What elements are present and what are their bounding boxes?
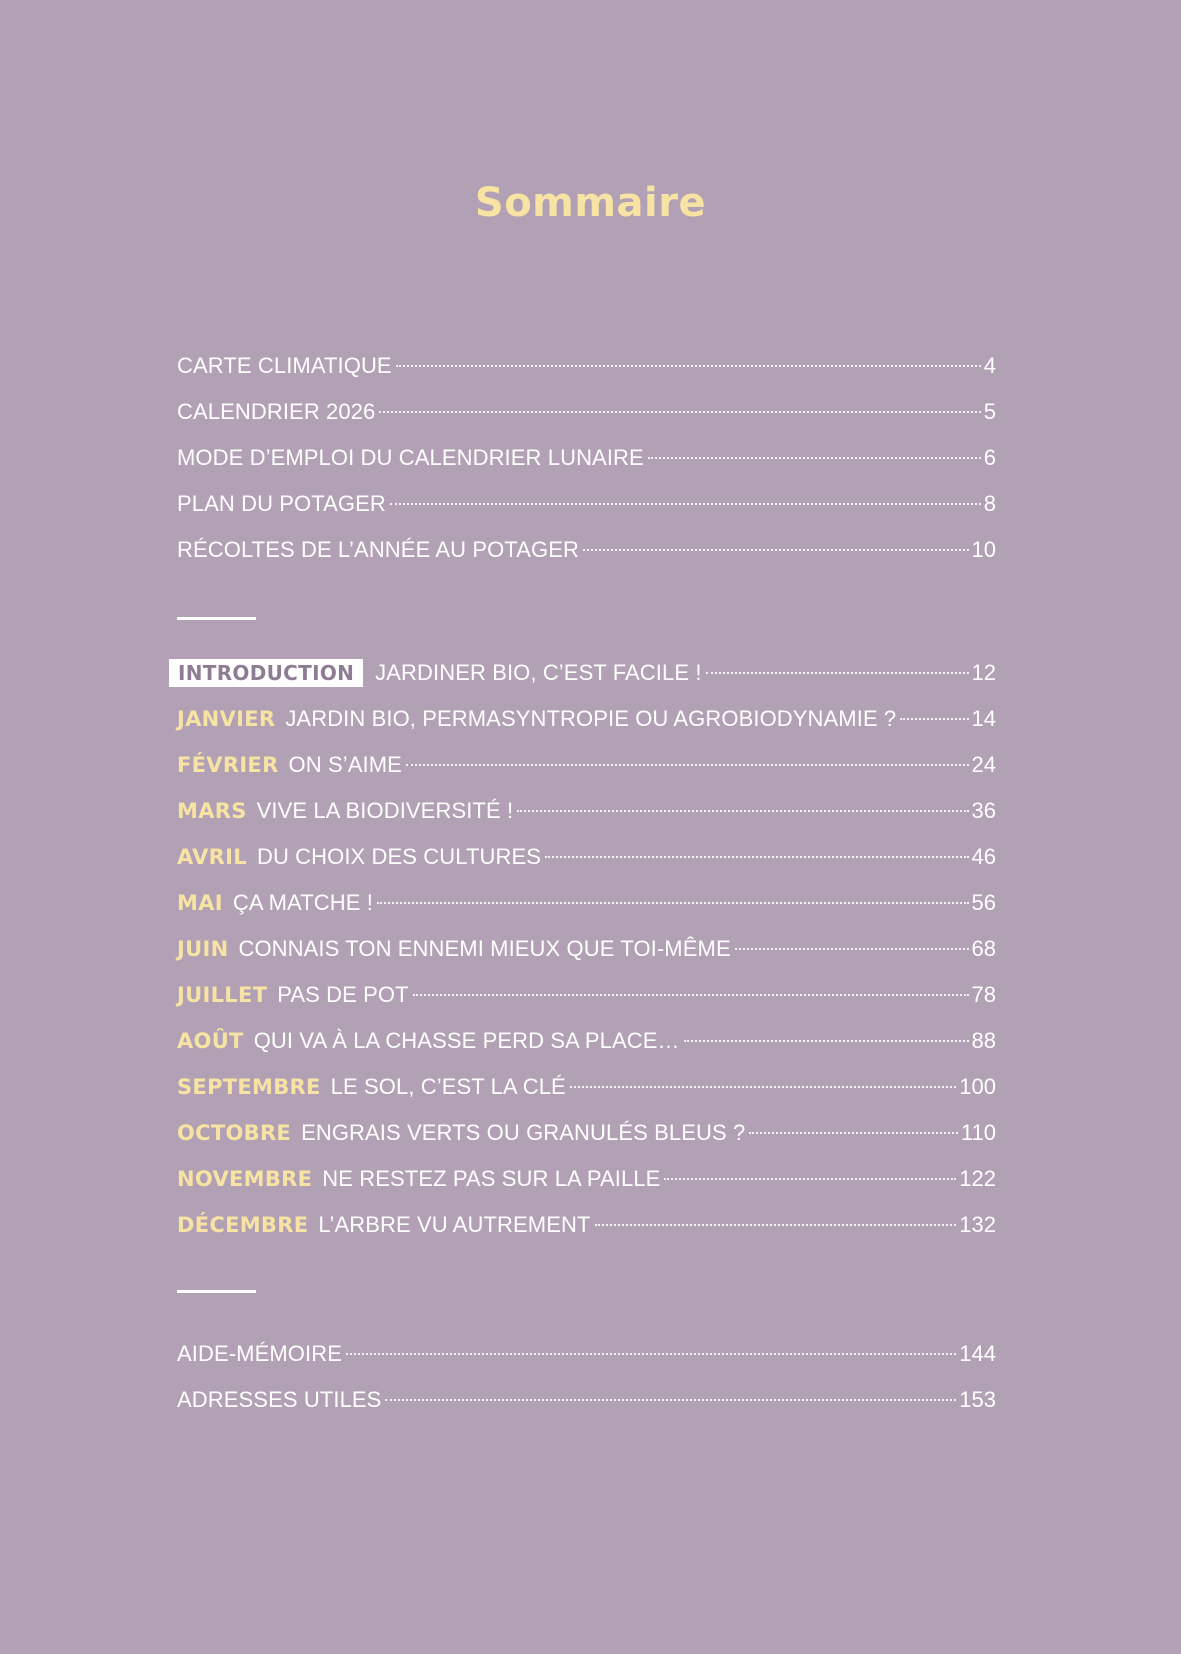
toc-entry[interactable] xyxy=(177,1377,996,1423)
dot-leader xyxy=(648,457,981,459)
page-title: Sommaire xyxy=(474,180,707,226)
chapter-label: ENGRAIS VERTS OU GRANULÉS BLEUS ? xyxy=(301,1120,746,1145)
section-divider xyxy=(177,1290,256,1293)
chapter-entry[interactable] xyxy=(177,1202,996,1248)
front-matter-list xyxy=(177,343,996,573)
toc-entry-page: 8 xyxy=(983,491,996,516)
dot-leader xyxy=(664,1178,956,1180)
chapter-tag: AVRIL xyxy=(177,845,247,869)
dot-leader xyxy=(385,1399,956,1401)
chapter-tag: MARS xyxy=(177,799,247,823)
chapter-page: 14 xyxy=(971,706,996,731)
chapter-label: LE SOL, C’EST LA CLÉ xyxy=(330,1074,566,1099)
chapter-entry[interactable] xyxy=(177,1156,996,1202)
dot-leader xyxy=(379,411,980,413)
chapter-tag: JUIN xyxy=(177,937,229,961)
chapter-page: 56 xyxy=(971,890,996,915)
chapter-page: 88 xyxy=(971,1028,996,1053)
chapter-tag: JANVIER xyxy=(177,707,276,731)
chapter-label: DU CHOIX DES CULTURES xyxy=(256,844,542,869)
chapter-entry[interactable] xyxy=(177,972,996,1018)
toc-entry-page: 5 xyxy=(983,399,996,424)
chapter-tag: AOÛT xyxy=(177,1029,244,1053)
dot-leader xyxy=(396,365,981,367)
chapter-page: 68 xyxy=(971,936,996,961)
chapter-entry[interactable] xyxy=(177,788,996,834)
chapter-tag: FÉVRIER xyxy=(177,753,279,777)
chapter-tag: DÉCEMBRE xyxy=(177,1213,309,1237)
chapter-page: 12 xyxy=(971,660,996,685)
chapter-tag: SEPTEMBRE xyxy=(177,1075,321,1099)
dot-leader xyxy=(595,1224,957,1226)
chapter-entry[interactable] xyxy=(177,834,996,880)
dot-leader xyxy=(583,549,969,551)
toc-entry-page: 4 xyxy=(983,353,996,378)
chapter-page: 36 xyxy=(971,798,996,823)
chapter-label: ÇA MATCHE ! xyxy=(232,890,373,915)
dot-leader xyxy=(749,1132,958,1134)
chapter-tag: NOVEMBRE xyxy=(177,1167,313,1191)
toc-entry-label: CARTE CLIMATIQUE xyxy=(177,353,392,378)
chapter-tag: INTRODUCTION xyxy=(169,659,363,687)
toc-entry-label: ADRESSES UTILES xyxy=(177,1387,382,1412)
chapter-label: JARDIN BIO, PERMASYNTROPIE OU AGROBIODYNAMIE ? xyxy=(285,706,897,731)
chapter-label: QUI VA À LA CHASSE PERD SA PLACE… xyxy=(253,1028,680,1053)
chapter-entry[interactable] xyxy=(177,696,996,742)
toc-entry[interactable] xyxy=(177,481,996,527)
toc-entry-label: RÉCOLTES DE L’ANNÉE AU POTAGER xyxy=(177,537,579,562)
dot-leader xyxy=(406,764,969,766)
chapter-label: L’ARBRE VU AUTREMENT xyxy=(318,1212,591,1237)
chapter-tag: MAI xyxy=(177,891,223,915)
dot-leader xyxy=(390,503,981,505)
section-divider xyxy=(177,617,256,620)
chapter-label: CONNAIS TON ENNEMI MIEUX QUE TOI-MÊME xyxy=(238,936,731,961)
toc-entry-page: 10 xyxy=(971,537,996,562)
dot-leader xyxy=(413,994,969,996)
chapter-entry[interactable] xyxy=(177,880,996,926)
chapter-label: JARDINER BIO, C’EST FACILE ! xyxy=(375,660,702,685)
chapter-entry[interactable] xyxy=(177,650,996,696)
toc-entry[interactable] xyxy=(177,343,996,389)
toc-entry-label: AIDE-MÉMOIRE xyxy=(177,1341,342,1366)
toc-entry[interactable] xyxy=(177,527,996,573)
dot-leader xyxy=(735,948,969,950)
chapter-entry[interactable] xyxy=(177,1110,996,1156)
chapter-tag: JUILLET xyxy=(177,983,268,1007)
toc-entry[interactable] xyxy=(177,435,996,481)
chapter-entry[interactable] xyxy=(177,926,996,972)
dot-leader xyxy=(346,1353,956,1355)
chapter-page: 132 xyxy=(959,1212,996,1237)
toc-entry-label: CALENDRIER 2026 xyxy=(177,399,376,424)
toc-entry-page: 144 xyxy=(959,1341,996,1366)
chapter-label: NE RESTEZ PAS SUR LA PAILLE xyxy=(322,1166,661,1191)
dot-leader xyxy=(706,672,969,674)
chapter-label: PAS DE POT xyxy=(277,982,409,1007)
chapter-label: VIVE LA BIODIVERSITÉ ! xyxy=(256,798,514,823)
toc-entry-page: 6 xyxy=(983,445,996,470)
dot-leader xyxy=(900,718,968,720)
chapter-entry[interactable] xyxy=(177,1018,996,1064)
toc-entry-page: 153 xyxy=(959,1387,996,1412)
toc-entry-label: PLAN DU POTAGER xyxy=(177,491,386,516)
chapter-label: ON S’AIME xyxy=(288,752,402,777)
chapter-entry[interactable] xyxy=(177,742,996,788)
back-matter-list xyxy=(177,1331,996,1423)
dot-leader xyxy=(570,1086,956,1088)
chapter-page: 122 xyxy=(959,1166,996,1191)
chapter-page: 24 xyxy=(971,752,996,777)
dot-leader xyxy=(545,856,969,858)
toc-entry[interactable] xyxy=(177,1331,996,1377)
chapter-entry[interactable] xyxy=(177,1064,996,1110)
chapter-page: 46 xyxy=(971,844,996,869)
dot-leader xyxy=(377,902,969,904)
toc-entry-label: MODE D’EMPLOI DU CALENDRIER LUNAIRE xyxy=(177,445,644,470)
chapter-page: 100 xyxy=(959,1074,996,1099)
chapter-page: 78 xyxy=(971,982,996,1007)
chapter-list xyxy=(177,650,996,1248)
chapter-tag: OCTOBRE xyxy=(177,1121,292,1145)
dot-leader xyxy=(684,1040,969,1042)
dot-leader xyxy=(517,810,968,812)
toc-entry[interactable] xyxy=(177,389,996,435)
chapter-page: 110 xyxy=(960,1120,996,1145)
